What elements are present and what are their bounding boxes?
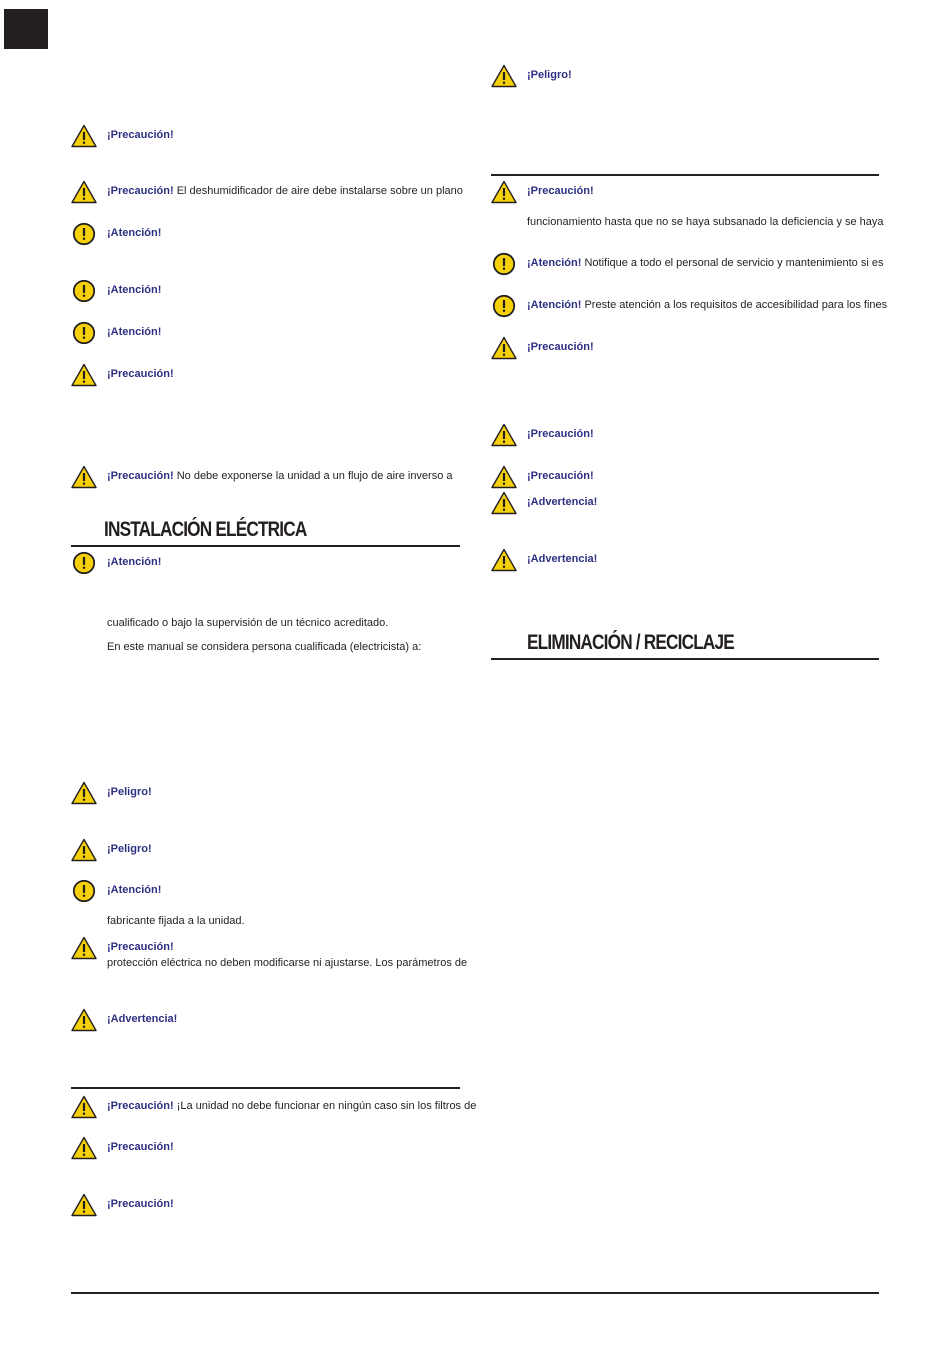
exclamation-circle-icon [71,879,97,903]
section-heading-instalacion-electrica: INSTALACIÓN ELÉCTRICA [104,518,307,541]
warning-label: ¡Precaución! [107,470,174,482]
section-rule [491,658,879,660]
body-text: fabricante fijada a la unidad. [107,915,245,927]
exclamation-circle-icon [71,551,97,575]
warning-triangle-icon [71,1193,97,1217]
notice-label: ¡Atención! [527,257,582,269]
body-text: En este manual se considera persona cualificada (electricista) a: [107,641,422,653]
warning-label: ¡Precaución! [107,1100,174,1112]
warning-triangle-icon [71,1136,97,1160]
section-rule [71,545,460,547]
exclamation-circle-icon [491,294,517,318]
warning-label: ¡Precaución! [527,341,594,353]
body-text: protección eléctrica no deben modificarse ni ajustarse. Los parámetros de [107,957,468,969]
notice-text: Preste atención a los requisitos de accesibilidad para los fines [584,299,888,311]
warning-triangle-icon [491,465,517,489]
notice-label: ¡Atención! [107,326,162,338]
warning-label: ¡Precaución! [527,470,594,482]
warning-triangle-icon [491,180,517,204]
body-text: funcionamiento hasta que no se haya subsanado la deficiencia y se haya [527,216,884,228]
warning-triangle-icon [71,1008,97,1032]
notice-label: ¡Atención! [107,227,162,239]
warning-label: ¡Precaución! [107,368,174,380]
warning-label: ¡Precaución! [527,428,594,440]
warning-triangle-icon [71,936,97,960]
warning-triangle-icon [71,124,97,148]
warning-triangle-icon [491,548,517,572]
warning-label: ¡Precaución! [107,185,174,197]
warning-text: El deshumidificador de aire debe instalarse sobre un plano [176,185,463,197]
warning-label: ¡Precaución! [107,1198,174,1210]
warning-triangle-icon [491,336,517,360]
warning-triangle-icon [491,423,517,447]
warning-label: ¡Advertencia! [527,553,598,565]
warning-label: ¡Precaución! [527,185,594,197]
notice-label: ¡Atención! [527,299,582,311]
section-heading-eliminacion-reciclaje: ELIMINACIÓN / RECICLAJE [527,631,734,654]
notice-label: ¡Atención! [107,284,162,296]
exclamation-circle-icon [71,279,97,303]
warning-triangle-icon [71,180,97,204]
section-rule [491,174,879,176]
notice-label: ¡Atención! [107,884,162,896]
danger-label: ¡Peligro! [527,69,572,81]
warning-triangle-icon [71,838,97,862]
warning-triangle-icon [491,491,517,515]
exclamation-circle-icon [71,222,97,246]
warning-triangle-icon [71,465,97,489]
exclamation-circle-icon [491,252,517,276]
warning-triangle-icon [71,1095,97,1119]
body-text: cualificado o bajo la supervisión de un técnico acreditado. [107,617,389,629]
notice-text: Notifique a todo el personal de servicio y mantenimiento si es [584,257,884,269]
warning-label: ¡Advertencia! [107,1013,178,1025]
footer-rule [71,1292,879,1294]
warning-triangle-icon [71,781,97,805]
warning-triangle-icon [491,64,517,88]
danger-label: ¡Peligro! [107,843,152,855]
warning-label: ¡Precaución! [107,129,174,141]
warning-text: ¡La unidad no debe funcionar en ningún caso sin los filtros de [176,1100,477,1112]
warning-label: ¡Precaución! [107,1141,174,1153]
warning-triangle-icon [71,363,97,387]
warning-label: ¡Advertencia! [527,496,598,508]
warning-label: ¡Precaución! [107,941,174,953]
exclamation-circle-icon [71,321,97,345]
section-rule [71,1087,460,1089]
warning-text: No debe exponerse la unidad a un flujo de aire inverso a [176,470,453,482]
notice-label: ¡Atención! [107,556,162,568]
danger-label: ¡Peligro! [107,786,152,798]
page-corner-marker [4,9,48,49]
